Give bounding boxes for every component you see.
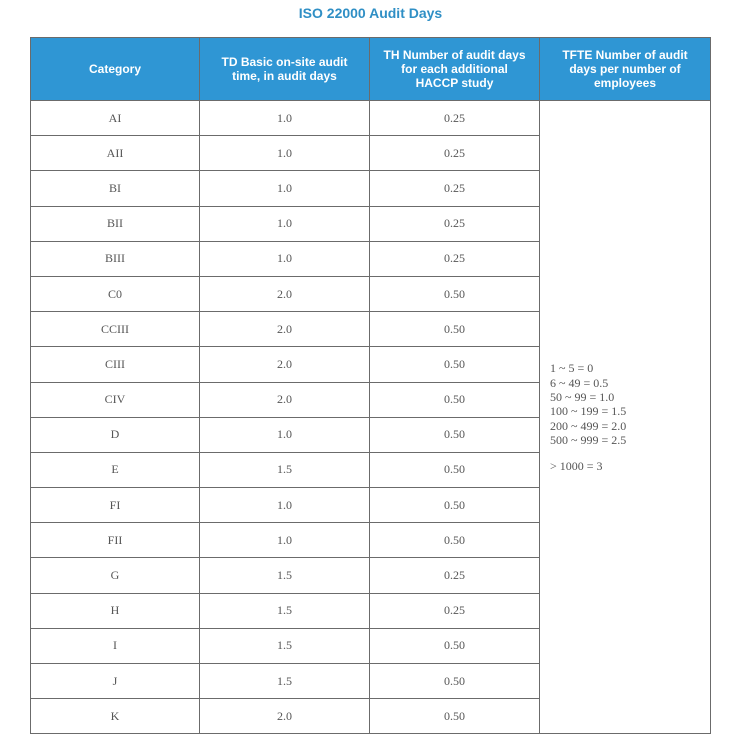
th-cell: 0.25	[370, 206, 540, 241]
page-title: ISO 22000 Audit Days	[298, 5, 443, 21]
tfte-line: 200 ~ 499 = 2.0	[550, 418, 627, 433]
td-cell: 2.0	[200, 347, 370, 382]
category-cell: CCIII	[31, 312, 200, 347]
header-td: TD Basic on-site audit time, in audit days	[200, 38, 370, 101]
td-cell: 1.0	[200, 241, 370, 276]
tfte-line-last: > 1000 = 3	[550, 458, 603, 473]
tfte-line: 50 ~ 99 = 1.0	[550, 390, 615, 405]
category-cell: AII	[31, 136, 200, 171]
th-cell: 0.50	[370, 699, 540, 734]
td-cell: 1.0	[200, 206, 370, 241]
th-cell: 0.50	[370, 276, 540, 311]
table-row	[31, 101, 711, 136]
header-th: TH Number of audit days for each additional HACCP study	[370, 38, 540, 101]
th-cell: 0.50	[370, 382, 540, 417]
tfte-line: 100 ~ 199 = 1.5	[550, 404, 627, 419]
td-cell: 1.0	[200, 488, 370, 523]
category-cell: AI	[31, 101, 200, 136]
th-cell: 0.25	[370, 593, 540, 628]
td-cell: 2.0	[200, 699, 370, 734]
category-cell: C0	[31, 276, 200, 311]
th-cell: 0.50	[370, 312, 540, 347]
th-cell: 0.50	[370, 452, 540, 487]
category-cell: FII	[31, 523, 200, 558]
category-cell: BIII	[31, 241, 200, 276]
th-cell: 0.50	[370, 347, 540, 382]
category-cell: D	[31, 417, 200, 452]
th-cell: 0.50	[370, 523, 540, 558]
tfte-line: 500 ~ 999 = 2.5	[550, 433, 627, 448]
category-cell: FI	[31, 488, 200, 523]
category-cell: J	[31, 664, 200, 699]
td-cell: 2.0	[200, 276, 370, 311]
category-cell: CIV	[31, 382, 200, 417]
td-cell: 1.0	[200, 523, 370, 558]
category-cell: G	[31, 558, 200, 593]
th-cell: 0.50	[370, 488, 540, 523]
category-cell: CIII	[31, 347, 200, 382]
category-cell: BI	[31, 171, 200, 206]
td-cell: 1.0	[200, 171, 370, 206]
td-cell: 2.0	[200, 312, 370, 347]
td-cell: 1.5	[200, 664, 370, 699]
th-cell: 0.25	[370, 171, 540, 206]
tfte-line: 1 ~ 5 = 0	[550, 361, 594, 376]
th-cell: 0.25	[370, 101, 540, 136]
category-cell: H	[31, 593, 200, 628]
tfte-line: 6 ~ 49 = 0.5	[550, 375, 609, 390]
header-tfte: TFTE Number of audit days per number of employees	[540, 38, 711, 101]
td-cell: 1.5	[200, 593, 370, 628]
header-row	[31, 38, 711, 101]
td-cell: 1.5	[200, 558, 370, 593]
category-cell: K	[31, 699, 200, 734]
td-cell: 1.0	[200, 417, 370, 452]
th-cell: 0.50	[370, 664, 540, 699]
category-cell: BII	[31, 206, 200, 241]
tfte-cell	[540, 101, 711, 734]
th-cell: 0.25	[370, 558, 540, 593]
th-cell: 0.50	[370, 417, 540, 452]
th-cell: 0.25	[370, 136, 540, 171]
header-category: Category	[31, 38, 200, 101]
th-cell: 0.25	[370, 241, 540, 276]
audit-days-table	[30, 37, 711, 734]
td-cell: 1.5	[200, 628, 370, 663]
category-cell: E	[31, 452, 200, 487]
category-cell: I	[31, 628, 200, 663]
td-cell: 1.5	[200, 452, 370, 487]
th-cell: 0.50	[370, 628, 540, 663]
tfte-spacer	[550, 448, 710, 459]
table-body	[31, 101, 711, 734]
td-cell: 1.0	[200, 136, 370, 171]
td-cell: 2.0	[200, 382, 370, 417]
td-cell: 1.0	[200, 101, 370, 136]
